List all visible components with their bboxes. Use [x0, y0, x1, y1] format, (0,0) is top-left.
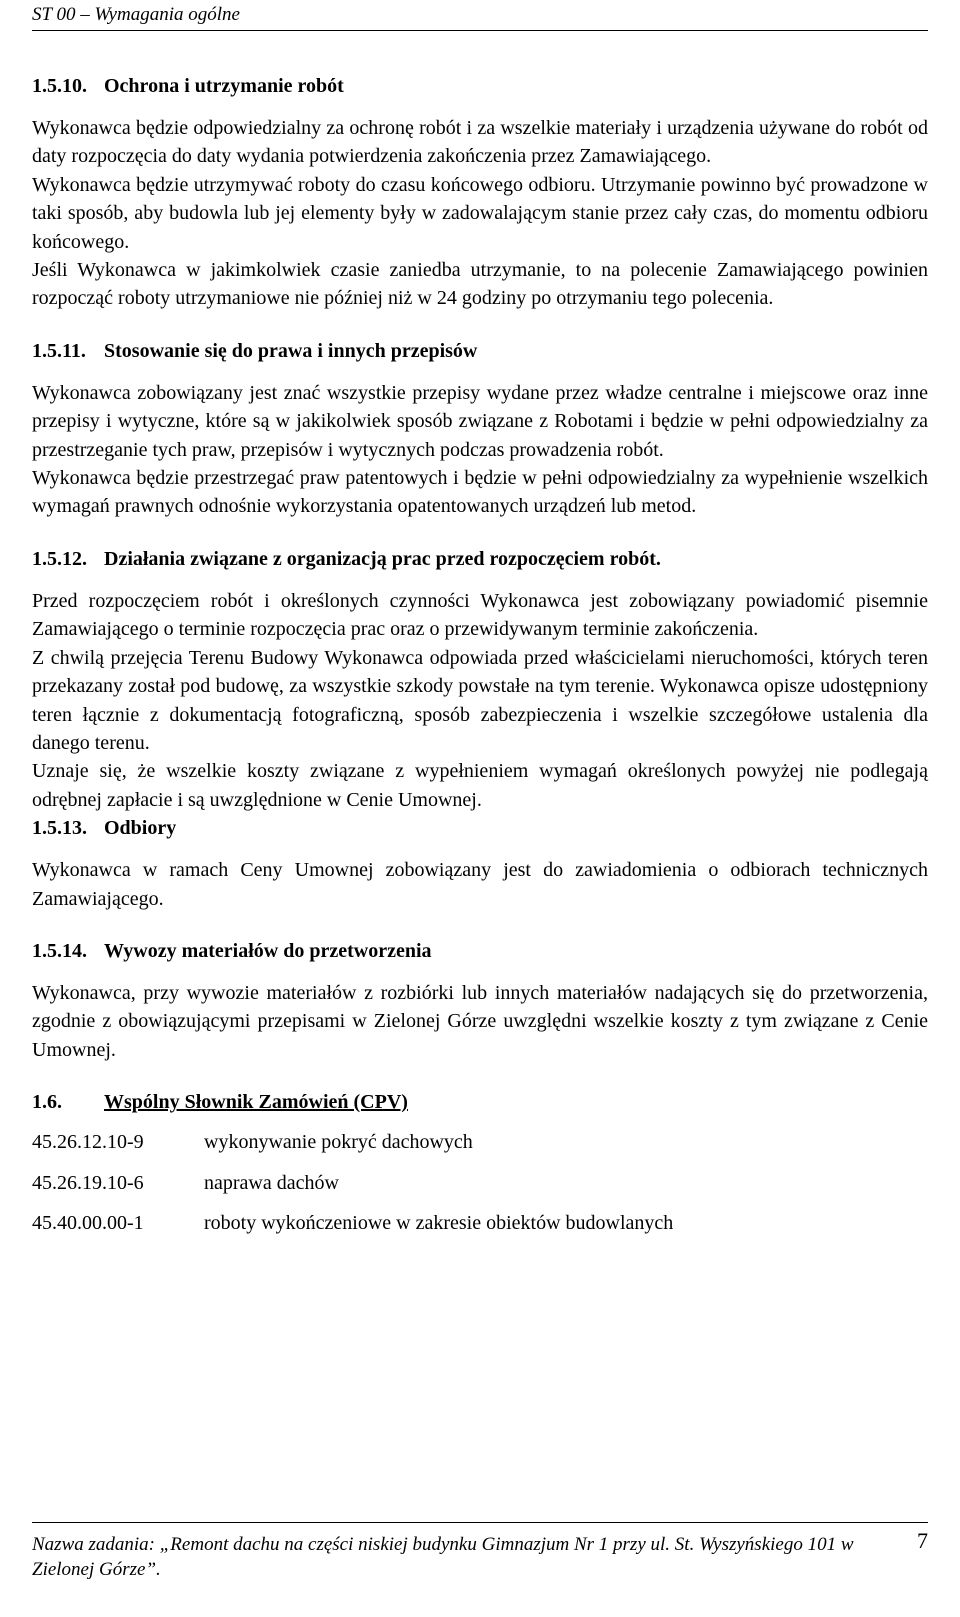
page-content: [32, 72, 928, 1250]
section-title: Stosowanie się do prawa i innych przepisów: [104, 339, 478, 362]
section-heading: [32, 937, 928, 965]
paragraph: Wykonawca zobowiązany jest znać wszystkie przepisy wydane przez władze centralne i miejscowe oraz inne przepisy i wytyczne, które są w jakikolwiek sposób związane z Robotami i będzie w pełni odpowiedzialny za przestrzeganie tych praw, przepisów i wytycznych podczas prowadzenia robót.: [32, 381, 928, 461]
paragraph: Uznaje się, że wszelkie koszty związane z wypełnieniem wymagań określonych powyżej nie podlegają odrębnej zapłacie i są uwzględnione w Cenie Umownej.: [32, 760, 928, 811]
section-1-5-14: [32, 937, 928, 1064]
section-title: Wspólny Słownik Zamówień (CPV): [104, 1091, 408, 1114]
running-header: ST 00 – Wymagania ogólne: [32, 4, 240, 25]
cpv-description: naprawa dachów: [204, 1171, 339, 1194]
section-title: Ochrona i utrzymanie robót: [104, 75, 344, 97]
section-title: Działania związane z organizacją prac przed rozpoczęciem robót.: [104, 547, 661, 570]
section-1-5-12: [32, 545, 928, 814]
page-number: 7: [917, 1528, 928, 1553]
cpv-code: 45.26.19.10-6: [32, 1171, 144, 1194]
paragraph: Przed rozpoczęciem robót i określonych czynności Wykonawca jest zobowiązany powiadomić pisemnie Zamawiającego o terminie rozpoczęcia prac oraz o przewidywanym terminie zakończenia.: [32, 589, 928, 641]
section-number: 1.5.10.: [32, 75, 87, 97]
section-number: 1.5.12.: [32, 547, 87, 570]
cpv-item: [32, 1169, 928, 1197]
paragraph: Jeśli Wykonawca w jakimkolwiek czasie zaniedba utrzymanie, to na polecenie Zamawiającego powinien rozpocząć roboty utrzymaniowe nie później niż w 24 godziny po otrzymaniu tego polecenia.: [32, 259, 928, 310]
footer-task-name: Nazwa zadania: „Remont dachu na części niskiej budynku Gimnazjum Nr 1 przy ul. St. Wyszyńskiego 101 w Zielonej Górze”.: [32, 1534, 854, 1580]
paragraph: Wykonawca będzie przestrzegać praw patentowych i będzie w pełni odpowiedzialny za wypełnienie wszelkich wymagań prawnych odnośnie wykorzystania opatentowanych urządzeń lub metod.: [32, 467, 928, 518]
footer-divider: [32, 1522, 928, 1523]
paragraph: Wykonawca będzie odpowiedzialny za ochronę robót i za wszelkie materiały i urządzenia używane do robót od daty rozpoczęcia do daty wydania potwierdzenia zakończenia przez Zamawiającego.: [32, 117, 928, 168]
section-1-5-10: [32, 72, 928, 313]
cpv-description: wykonywanie pokryć dachowych: [204, 1131, 473, 1154]
cpv-item: [32, 1209, 928, 1237]
section-title: Odbiory: [104, 817, 177, 840]
header-divider: [32, 30, 928, 31]
section-heading: [32, 337, 928, 365]
section-title: Wywozy materiałów do przetworzenia: [104, 939, 432, 962]
section-number: 1.5.13.: [32, 817, 87, 840]
section-heading: [32, 545, 928, 573]
paragraph: Wykonawca, przy wywozie materiałów z rozbiórki lub innych materiałów nadających się do przetworzenia, zgodnie z obowiązującymi przepisami w Zielonej Górze uwzględni wszelkie koszty z tym związane z Cenie Umownej.: [32, 981, 928, 1061]
cpv-description: roboty wykończeniowe w zakresie obiektów budowlanych: [204, 1212, 674, 1235]
paragraph: Wykonawca w ramach Ceny Umownej zobowiązany jest do zawiadomienia o odbiorach technicznych Zamawiającego.: [32, 859, 928, 910]
section-number: 1.5.11.: [32, 339, 86, 362]
section-heading: [32, 814, 928, 842]
section-1-5-11: [32, 337, 928, 521]
paragraph: Z chwilą przejęcia Terenu Budowy Wykonawca odpowiada przed właścicielami nieruchomości, których teren przekazany został pod budowę, za wszystkie szkody powstałe na tym terenie. Wykonawca opisze udostępniony teren łącznie z dokumentacją fotograficzną, sposób zabezpieczenia i wszelkie szczegółowe ustalenia dla danego terenu.: [32, 646, 928, 754]
paragraph: Wykonawca będzie utrzymywać roboty do czasu końcowego odbioru. Utrzymanie powinno być prowadzone w taki sposób, aby budowla lub jej elementy były w zadowalającym stanie przez cały czas, do momentu odbioru końcowego.: [32, 173, 928, 253]
section-number: 1.5.14.: [32, 939, 87, 962]
section-heading: [32, 1088, 928, 1116]
cpv-code: 45.26.12.10-9: [32, 1131, 144, 1154]
section-1-5-13: [32, 814, 928, 913]
section-number: 1.6.: [32, 1091, 62, 1114]
cpv-item: [32, 1128, 928, 1156]
cpv-code: 45.40.00.00-1: [32, 1212, 144, 1235]
section-1-6-cpv: [32, 1088, 928, 1237]
section-heading: [32, 72, 928, 100]
